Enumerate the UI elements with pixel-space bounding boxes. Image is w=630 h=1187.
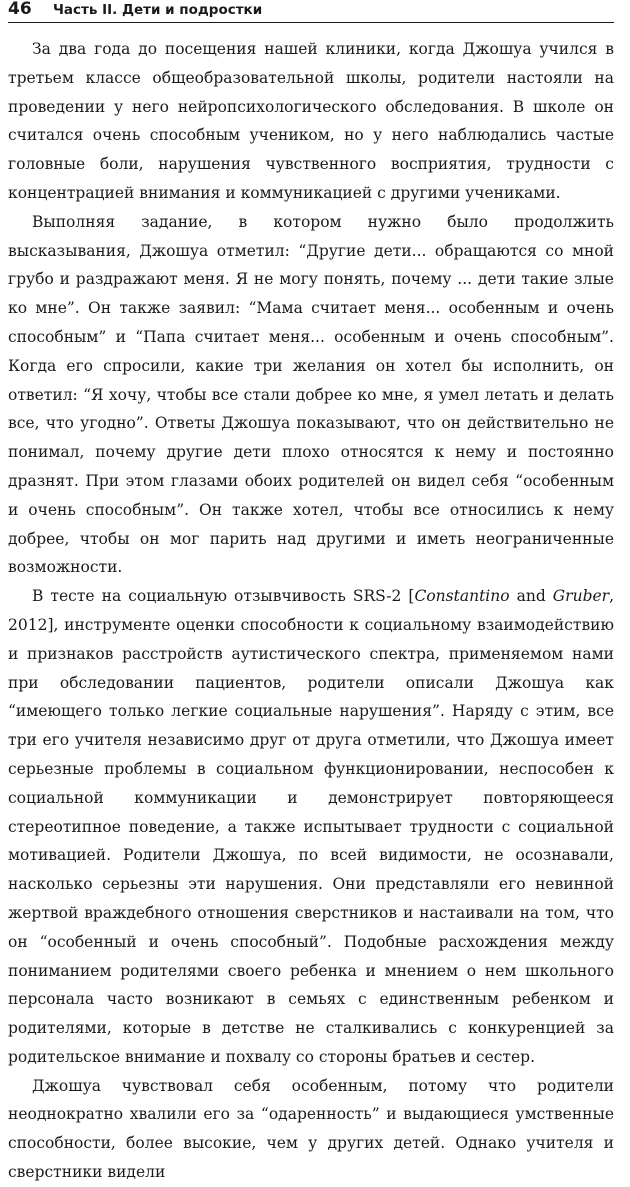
paragraph-3-text-start: В тесте на социальную отзывчивость SRS-2 [ (32, 587, 415, 606)
citation-author-constantino: Constantino (414, 587, 510, 606)
paragraph-3 (8, 582, 614, 1072)
paragraph-3-text-end: , 2012], инструменте оценки способности к социальному взаимодействию и признаков расстройств аутистического спектра, применяемом нами при обследовании пациентов, родители описали Джошуа как “имеющего только легкие социальные нарушения”. Наряду с этим, все три его учителя независимо друг от друга отметили, что Джошуа имеет серьезные проблемы в социальном функционировании, неспособен к социальной коммуникации и демонстрирует повторяющееся стереотипное поведение, а также испытывает трудности с социальной мотивацией. Родители Джошуа, по всей видимости, не осознавали, насколько серьезны эти нарушения. Они представляли его невинной жертвой враждебного отношения сверстников и настаивали на том, что он “особенный и очень способный”. Подобные расхождения между пониманием родителями своего ребенка и мнением о нем школьного персонала часто возникают в семьях с единственным ребенком и родителями, которые в детстве не сталкивались с конкуренцией за родительское внимание и похвалу со стороны братьев и сестер. (8, 587, 615, 1066)
citation-author-gruber: Gruber (552, 587, 610, 606)
body-text (8, 35, 614, 1187)
paragraph-2: Выполняя задание, в котором нужно было продолжить высказывания, Джошуа отметил: “Другие дети... обращаются со мной грубо и раздражают меня. Я не могу понять, почему ... дети такие злые ко мне”. Он также заявил: “Мама считает меня... особенным и очень способным” и “Папа считает меня... особенным и очень способным”. Когда его спросили, какие три желания он хотел бы исполнить, он ответил: “Я хочу, чтобы все стали добрее ко мне, я умел летать и делать все, что угодно”. Ответы Джошуа показывают, что он действительно не понимал, почему другие дети плохо относятся к нему и постоянно дразнят. При этом глазами обоих родителей он видел себя “особенным и очень способным”. Он также хотел, чтобы все относились к нему добрее, чтобы он мог парить над другими и иметь неограниченные возможности. (8, 212, 614, 577)
paragraph-4: Джошуа чувствовал себя особенным, потому что родители неоднократно хвалили его за “одаренность” и выдающиеся умственные способности, более высокие, чем у других детей. Однако учителя и сверстники видели (8, 1076, 614, 1182)
running-header (8, 0, 614, 23)
page-number: 46 (8, 0, 32, 19)
citation-and: and (509, 587, 553, 606)
running-title: Часть II. Дети и подростки (53, 2, 263, 18)
paragraph-1: За два года до посещения нашей клиники, когда Джошуа учился в третьем классе общеобразовательной школы, родители настояли на проведении у него нейропсихологического обследования. В школе он считался очень способным учеником, но у него наблюдались частые головные боли, нарушения чувственного восприятия, трудности с концентрацией внимания и коммуникацией с другими учениками. (8, 40, 614, 202)
